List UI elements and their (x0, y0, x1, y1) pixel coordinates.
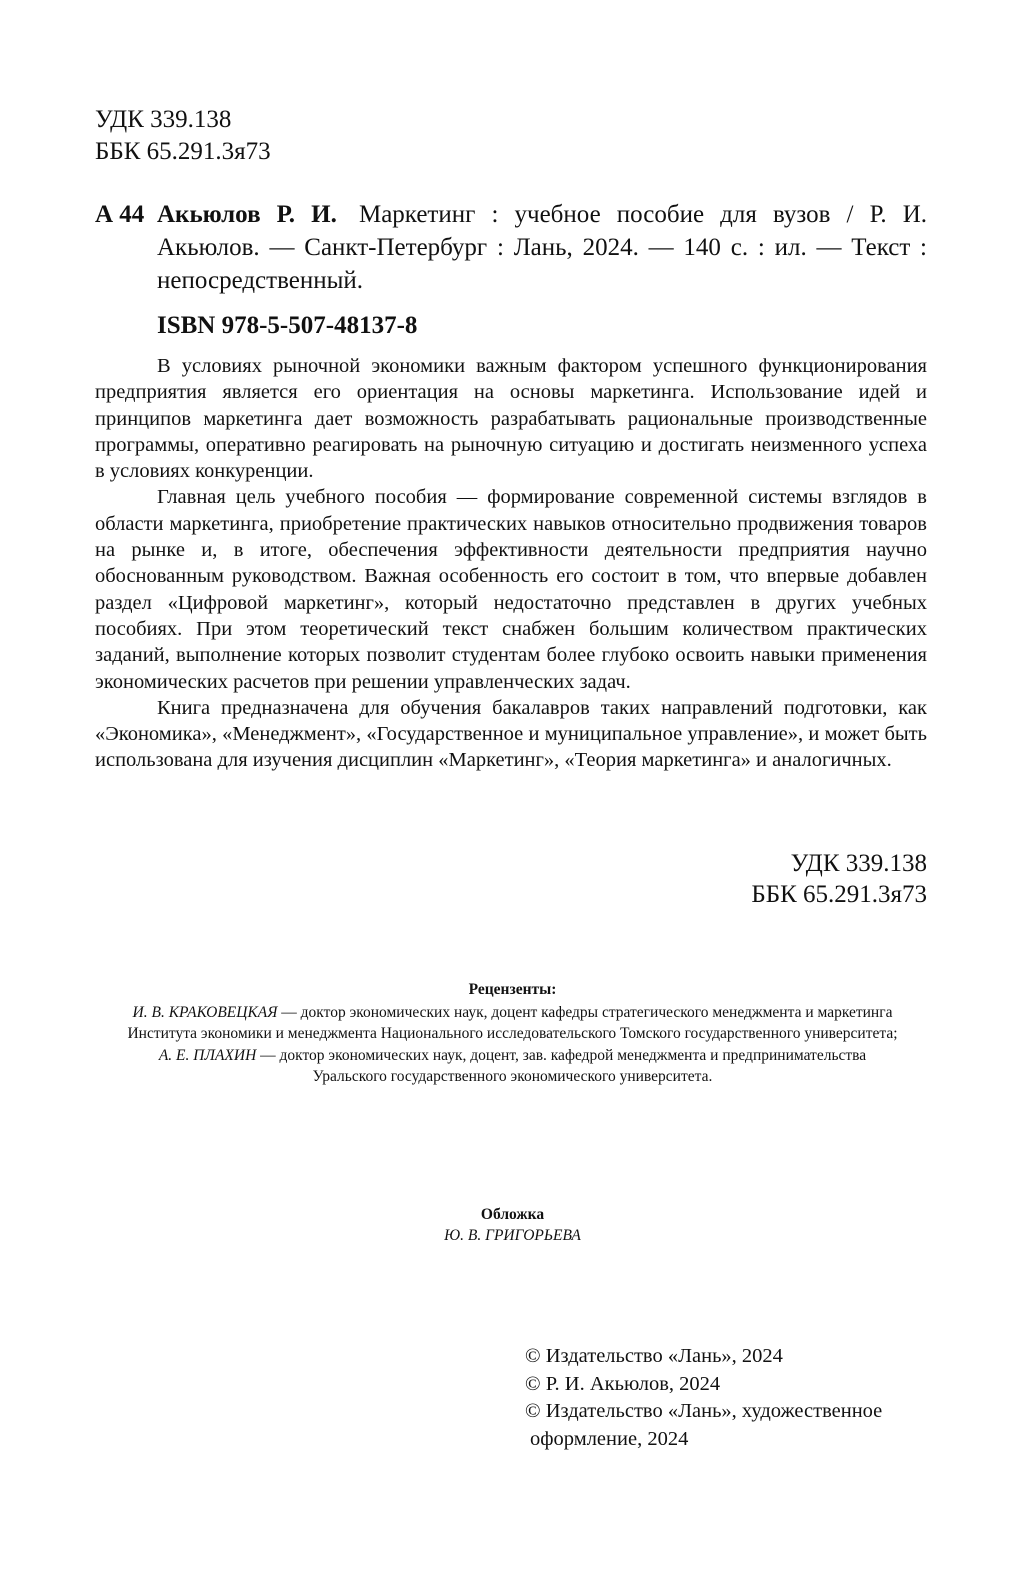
abstract-paragraph: Главная цель учебного пособия — формирование современной системы взглядов в области маркетинга, приобретение практических навыков относительно продвижения товаров на рынке и, в итоге, обеспечения эффективности деятельности предприятия научно обоснованным руководством. Важная особенность его состоит в том, что впервые добавлен раздел «Цифровой маркетинг», который недостаточно представлен в других учебных пособиях. При этом теоретический текст снабжен большим количеством практических заданий, выполнение которых позволит студентам более глубоко освоить навыки применения экономических расчетов при решении управленческих задач. (95, 486, 927, 693)
abstract (95, 353, 927, 774)
author-mark: А 44 (95, 201, 145, 228)
reviewers-block (120, 979, 905, 1088)
abstract-paragraph: Книга предназначена для обучения бакалавров таких направлений подготовки, как «Экономика», «Менеджмент», «Государственное и муниципальное управление», и может быть использована для изучения дисциплин «Маркетинг», «Теория маркетинга» и аналогичных. (95, 696, 927, 772)
reviewer-entry (120, 1045, 905, 1088)
reviewers-heading: Рецензенты: (468, 981, 557, 998)
classification-codes-top (95, 104, 271, 168)
copyright-line: © Издательство «Лань», художественное (525, 1400, 883, 1422)
bibliographic-record (95, 198, 927, 297)
bbk-code: ББК 65.291.3я73 (95, 138, 271, 165)
copyright-line: © Издательство «Лань», 2024 (525, 1345, 783, 1367)
reviewer-credentials: — доктор экономических наук, доцент кафедры стратегического менеджмента и маркетинга Института экономики и менеджмента Национального исследовательского Томского государственного университета; (127, 1003, 898, 1042)
udk-code: УДК 339.138 (790, 850, 927, 877)
copyright-block (525, 1343, 882, 1453)
bibliographic-description: Маркетинг : учебное пособие для вузов / Р. И. Акьюлов. — Санкт-Петербург : Лань, 2024. — 140 с. : ил. — Текст : непосредственный. (157, 201, 928, 294)
bibliographic-entry (157, 198, 927, 297)
copyright-line: оформление, 2024 (530, 1427, 689, 1450)
abstract-paragraph: В условиях рыночной экономики важным фактором успешного функционирования предприятия является его ориентация на основы маркетинга. Использование идей и принципов маркетинга дает возможность разрабатывать рациональные производственные программы, оперативно реагировать на рыночную ситуацию и достигать неизменного успеха в условиях конкуренции. (95, 355, 927, 483)
cover-heading: Обложка (480, 1206, 545, 1223)
reviewer-name: И. В. КРАКОВЕЦКАЯ (132, 1003, 278, 1021)
copyright-line: © Р. И. Акьюлов, 2024 (525, 1372, 721, 1395)
isbn: ISBN 978-5-507-48137-8 (157, 312, 418, 339)
classification-codes-bottom (751, 848, 927, 910)
reviewer-entry (120, 1002, 905, 1045)
bbk-code: ББК 65.291.3я73 (751, 881, 927, 908)
reviewer-name: А. Е. ПЛАХИН (158, 1046, 257, 1064)
cover-designer: Ю. В. ГРИГОРЬЕВА (444, 1227, 581, 1244)
cover-credit (120, 1204, 905, 1246)
reviewer-credentials: — доктор экономических наук, доцент, зав. кафедрой менеджмента и предпринимательства Уральского государственного экономического университета. (256, 1046, 867, 1085)
udk-code: УДК 339.138 (95, 106, 232, 133)
author-name: Акьюлов Р. И. (157, 201, 337, 228)
